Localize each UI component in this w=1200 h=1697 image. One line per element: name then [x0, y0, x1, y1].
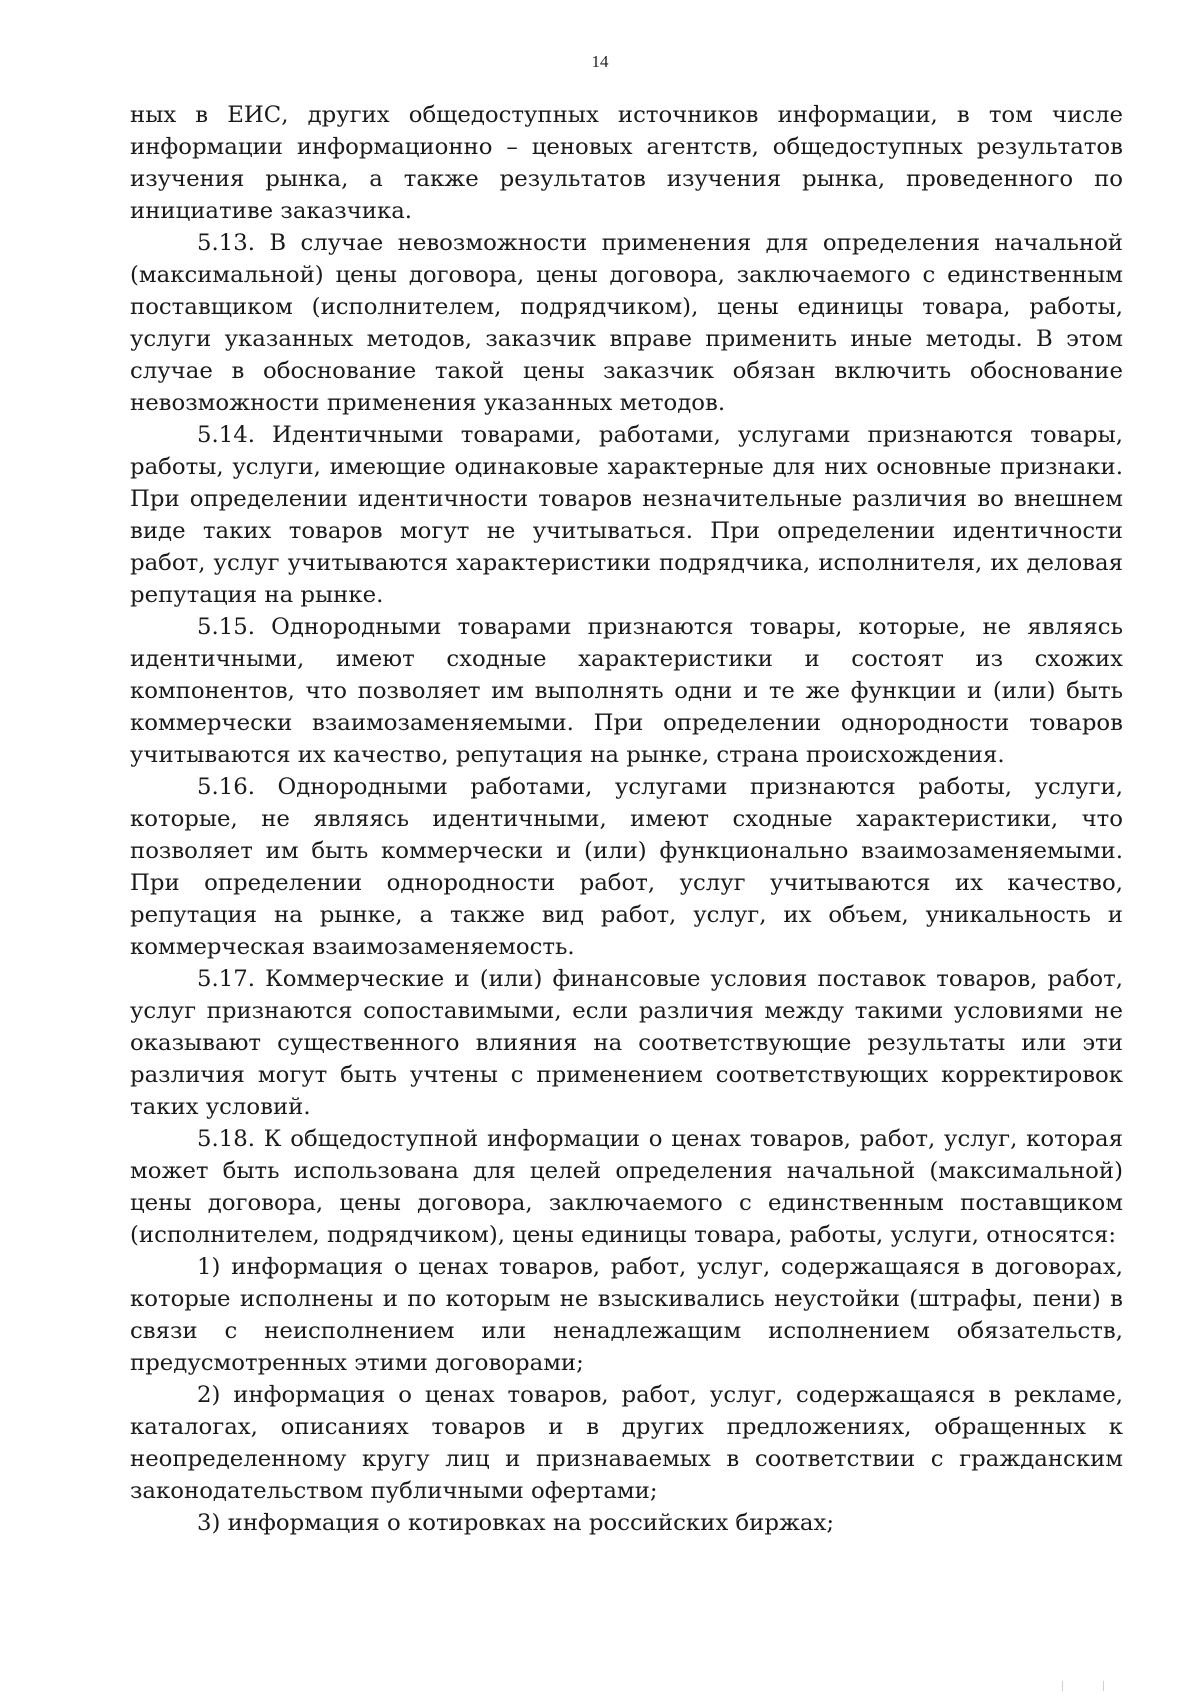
paragraph-5-17: 5.17. Коммерческие и (или) финансовые условия поставок товаров, работ, услуг признаются сопоставимыми, если различия между такими условиями не оказывают существенного влияния на соответствующие результаты или эти различия могут быть учтены с применением соответствующих корректировок таких условий. — [130, 966, 1123, 1120]
paragraph-5-14: 5.14. Идентичными товарами, работами, услугами признаются товары, работы, услуги, имеющие одинаковые характерные для них основные признаки. При определении идентичности товаров незначительные различия во внешнем виде таких товаров могут не учитываться. При определении идентичности работ, услуг учитываются характеристики подрядчика, исполнителя, их деловая репутация на рынке. — [130, 422, 1123, 608]
list-item-2: 2) информация о ценах товаров, работ, услуг, содержащаяся в рекламе, каталогах, описаниях товаров и в других предложениях, обращенных к неопределенному кругу лиц и признаваемых в соответствии с гражданским законодательством публичными офертами; — [130, 1382, 1123, 1504]
paragraph-5-18: 5.18. К общедоступной информации о ценах товаров, работ, услуг, которая может быть использована для целей определения начальной (максимальной) цены договора, цены договора, заключаемого с единственным поставщиком (исполнителем, подрядчиком), цены единицы товара, работы, услуги, относятся: — [130, 1126, 1123, 1248]
scan-mark — [1062, 1681, 1104, 1691]
list-item-1: 1) информация о ценах товаров, работ, услуг, содержащаяся в договорах, которые исполнены и по которым не взыскивались неустойки (штрафы, пени) в связи с неисполнением или ненадлежащим исполнением обязательств, предусмотренных этими договорами; — [130, 1254, 1123, 1376]
paragraph-5-13: 5.13. В случае невозможности применения для определения начальной (максимальной) цены договора, цены договора, заключаемого с единственным поставщиком (исполнителем, подрядчиком), цены единицы товара, работы, услуги указанных методов, заказчик вправе применить иные методы. В этом случае в обоснование такой цены заказчик обязан включить обоснование невозможности применения указанных методов. — [130, 230, 1123, 416]
document-body — [130, 99, 1123, 1539]
paragraph-5-15: 5.15. Однородными товарами признаются товары, которые, не являясь идентичными, имеют сходные характеристики и состоят из схожих компонентов, что позволяет им выполнять одни и те же функции и (или) быть коммерчески взаимозаменяемыми. При определении однородности товаров учитываются их качество, репутация на рынке, страна происхождения. — [130, 614, 1123, 768]
list-item-3: 3) информация о котировках на российских биржах; — [197, 1510, 835, 1536]
paragraph-5-16: 5.16. Однородными работами, услугами признаются работы, услуги, которые, не являясь идентичными, имеют сходные характеристики, что позволяет им быть коммерчески и (или) функционально взаимозаменяемыми. При определении однородности работ, услуг учитываются их качество, репутация на рынке, а также вид работ, услуг, их объем, уникальность и коммерческая взаимозаменяемость. — [130, 774, 1123, 960]
paragraph-continuation: ных в ЕИС, других общедоступных источников информации, в том числе информации информационно – ценовых агентств, общедоступных результатов изучения рынка, а также результатов изучения рынка, проведенного по инициативе заказчика. — [130, 102, 1123, 224]
page-number: 14 — [591, 52, 609, 71]
